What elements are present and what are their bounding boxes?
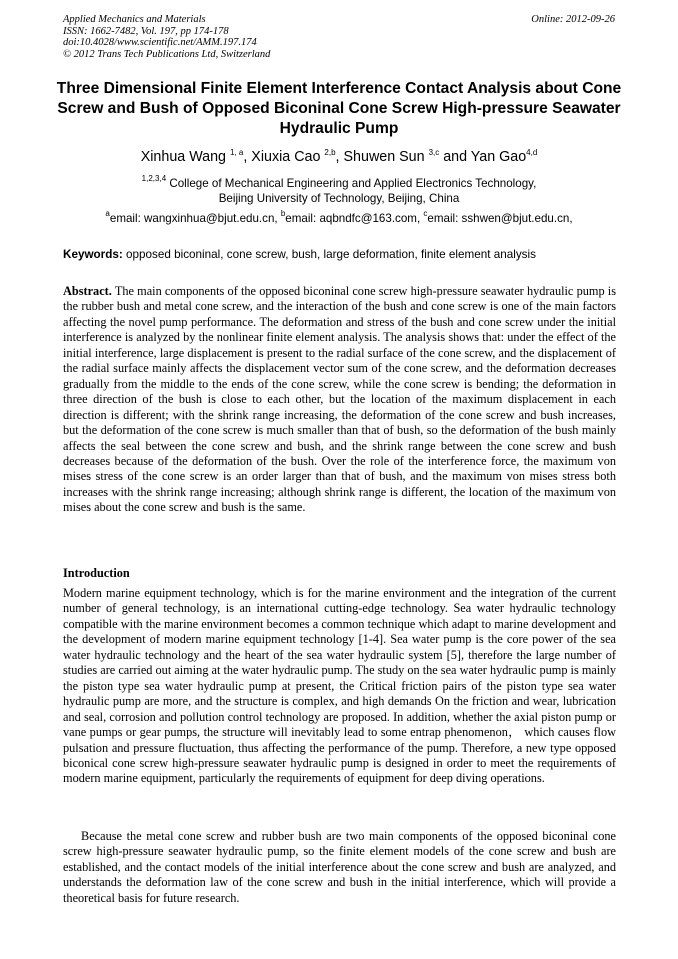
section-heading-introduction: Introduction: [63, 566, 130, 580]
author-separator: ,: [335, 149, 344, 165]
journal-name: Applied Mechanics and Materials: [63, 14, 206, 25]
abstract: [63, 284, 616, 516]
keywords-label: Keywords:: [63, 248, 123, 261]
abstract-label: Abstract.: [63, 284, 112, 298]
issn-line: ISSN: 1662-7482, Vol. 197, pp 174-178: [63, 25, 229, 37]
keywords: [63, 247, 623, 262]
author-separator: ,: [243, 149, 252, 165]
author-name: Yan Gao: [470, 149, 527, 165]
email-list: [40, 211, 638, 226]
affiliation: [40, 176, 638, 206]
doi-line: doi:10.4028/www.scientific.net/AMM.197.174: [63, 37, 257, 48]
journal-header: [63, 14, 615, 60]
author-separator: and: [439, 149, 471, 165]
keywords-text: opposed biconinal, cone screw, bush, large deformation, finite element analysis: [122, 248, 536, 261]
author-name: Xinhua Wang: [140, 149, 227, 165]
email-marker: a: [105, 209, 110, 218]
copyright-line: © 2012 Trans Tech Publications Ltd, Switzerland: [63, 48, 271, 60]
email-marker: c: [423, 209, 428, 218]
email-address: email: aqbndfc@163.com,: [285, 212, 424, 225]
introduction-paragraph-1: Modern marine equipment technology, which is for the marine environment and the integration of the current number of general technology, is an international cutting-edge technology. Sea water hydraulic technology compatible with the marine environment becomes a common technique which adapt to marine development and the development of modern marine equipment technology [1-4]. Sea water pump is the core power of the sea water hydraulic technology and the heart of the sea water hydraulic system [5], therefore the large number of studies are carried out aiming at the water hydraulic pump. The study on the sea water hydraulic pump is mainly the piston type sea water hydraulic pump at present, the Critical friction pairs of the piston type sea water hydraulic pump are more, and the structure is complex, and high demands On the friction and wear, lubrication and seal, corrosion and pollution control technology are proposed. In addition, whether the axial piston pump or vane pumps or gear pumps, the structure will inevitably lead to some entrap phenomenon， which causes flow pulsation and pressure fluctuation, thus affecting the performance of the pump. Therefore, a new type opposed biconical cone screw high-pressure seawater hydraulic pump is designed in order to meet the requirements of modern marine equipment, particularly the requirements of equipment for deep diving operations.: [63, 586, 616, 786]
email-address: email: wangxinhua@bjut.edu.cn,: [109, 212, 281, 225]
affiliation-marker: 1,2,3,4: [141, 174, 167, 183]
author-marker: 3,c: [428, 148, 440, 157]
author-marker: 1, a: [230, 148, 244, 157]
author-name: Shuwen Sun: [343, 149, 425, 165]
paper-title: Three Dimensional Finite Element Interference Contact Analysis about Cone Screw and Bush of Opposed Biconinal Cone Screw High-pressure Seawater Hydraulic Pump: [56, 80, 622, 137]
abstract-text: The main components of the opposed biconinal cone screw high-pressure seawater hydraulic pump is the rubber bush and metal cone screw, and the interaction of the bush and cone screw is one of the main factors affecting the novel pump performance. The deformation and stress of the bush and cone screw under the initial interference is analyzed by the nonlinear finite element analysis. The analysis shows that: under the effect of the initial interference, large displacement is present to the radial surface of the cone screw, and the displacement of the radial surface mainly affects the displacement vector sum of the cone screw, and the deformation decreases gradually from the middle to the ends of the cone screw, while the cone screw is bending; the deformation in three direction of the bush is close to each other, but the location of the maximum displacement in each direction is different; with the shrink range increasing, the deformation of the cone screw and bush increases, but the deformation of the cone screw is much smaller than that of bush, so the deformation of the bush mainly affects the seal between the cone screw and bush, and the shrink range between the cone screw and bush decreases because of the deformation of the bush. Over the role of the interference force, the maximum von mises stress of the cone screw is an order larger than that of bush, and the maximum von mises stress both increases with the shrink range increasing; although shrink range is different, the location of the maximum von mises about the cone screw and bush is the same.: [63, 284, 616, 515]
author-marker: 2,b: [324, 148, 336, 157]
affiliation-line: College of Mechanical Engineering and Applied Electronics Technology,: [166, 177, 537, 190]
online-date: Online: 2012-09-26: [531, 14, 615, 25]
email-address: email: sshwen@bjut.edu.cn,: [427, 212, 573, 225]
email-marker: b: [280, 209, 286, 218]
author-list: [40, 148, 638, 166]
author-marker: 4,d: [526, 148, 538, 157]
affiliation-line: Beijing University of Technology, Beijing, China: [218, 192, 460, 205]
introduction-paragraph-2: Because the metal cone screw and rubber bush are two main components of the opposed biconinal cone screw high-pressure seawater hydraulic pump, so the finite element models of the cone screw and bush are established, and the contact models of the initial interference about the cone screw and bush are analyzed, and understands the deformation law of the cone screw and bush in the initial interference, which will provide a theoretical basis for future research.: [63, 829, 616, 905]
author-name: Xiuxia Cao: [251, 149, 321, 165]
